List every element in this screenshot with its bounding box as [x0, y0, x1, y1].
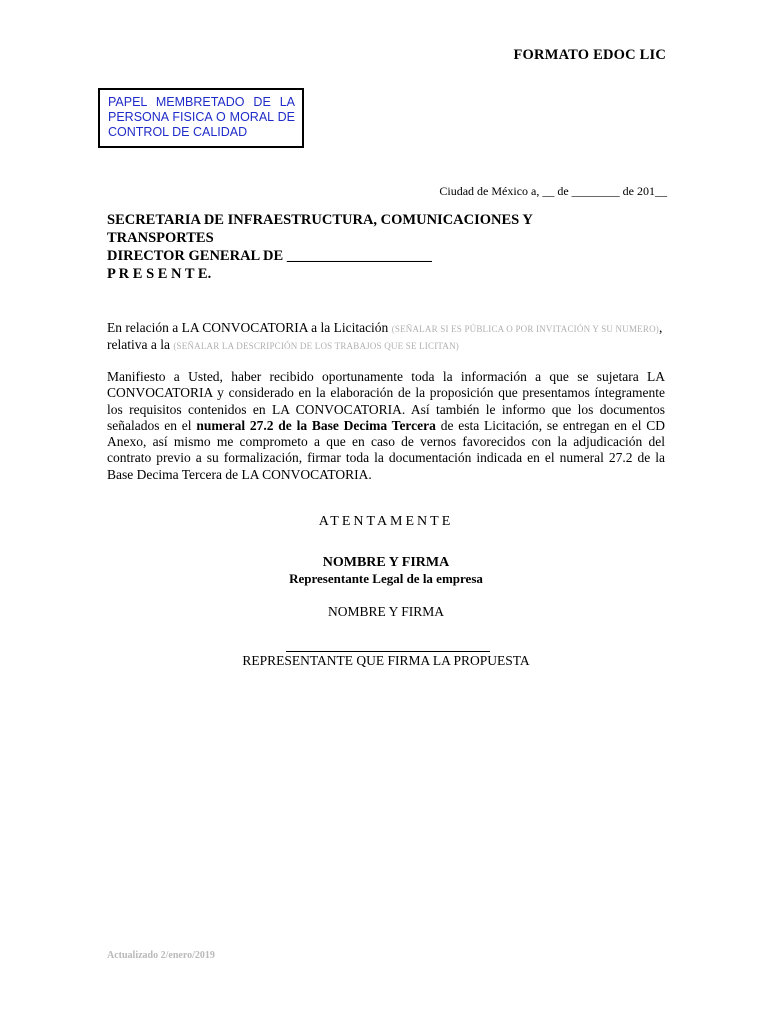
signature-name-legal: NOMBRE Y FIRMA — [322, 555, 450, 570]
declaration-paragraph — [107, 369, 665, 483]
relation-paragraph — [107, 320, 665, 355]
signature-role-legal: Representante Legal de la empresa — [289, 571, 483, 586]
addressee-presente: P R E S E N T E. — [107, 266, 212, 282]
addressee-block — [107, 211, 577, 283]
signature-line — [286, 651, 490, 652]
signature-name-proposal: NOMBRE Y FIRMA — [327, 604, 444, 619]
addressee-director: DIRECTOR GENERAL DE ____________________ — [107, 248, 432, 264]
addressee-institution: SECRETARIA DE INFRAESTRUCTURA, COMUNICACIONES Y TRANSPORTES — [107, 212, 533, 246]
declaration-bold-reference: numeral 27.2 de la Base Decima Tercera — [196, 417, 436, 433]
works-description-hint: (SEÑALAR LA DESCRIPCIÓN DE LOS TRABAJOS QUE SE LICITAN) — [173, 341, 459, 352]
format-title: FORMATO EDOC LIC — [513, 47, 666, 63]
footer-updated-date: Actualizado 2/enero/2019 — [107, 950, 215, 961]
licitation-type-hint: (SEÑALAR SI ES PÚBLICA O POR INVITACIÓN Y SU NUMERO) — [391, 324, 659, 334]
date-line: Ciudad de México a, __ de ________ de 201__ — [439, 184, 667, 198]
signature-role-proposal: REPRESENTANTE QUE FIRMA LA PROPUESTA — [242, 653, 530, 668]
letterhead-placeholder-text: PAPEL MEMBRETADO DE LA PERSONA FISICA O MORAL DE CONTROL DE CALIDAD — [108, 95, 295, 139]
declaration-text-2: de esta Licitación, se entregan en el CD Anexo, así mismo me comprometo a que en caso de vernos favorecidos con la adjudicación del contrato previo a su formalización, firmar toda la documentación indicada en el numeral 27.2 de la Base Decima Tercera de LA CONVOCATORIA. — [107, 417, 666, 482]
relation-text-2: , relativa a la — [107, 320, 663, 353]
closing-atentamente: ATENTAMENTE — [318, 514, 454, 529]
declaration-text-1: Manifiesto a Usted, haber recibido oportunamente toda la información a que se sujetara LA CONVOCATORIA y considerado en la elaboración de la proposición que presentamos íntegramente los requisitos contenidos en LA CONVOCATORIA. Así también le informo que los documentos señalados en el — [107, 369, 665, 433]
letterhead-placeholder-box — [98, 88, 304, 148]
relation-text-1: En relación a LA CONVOCATORIA a la Licitación — [107, 320, 392, 335]
